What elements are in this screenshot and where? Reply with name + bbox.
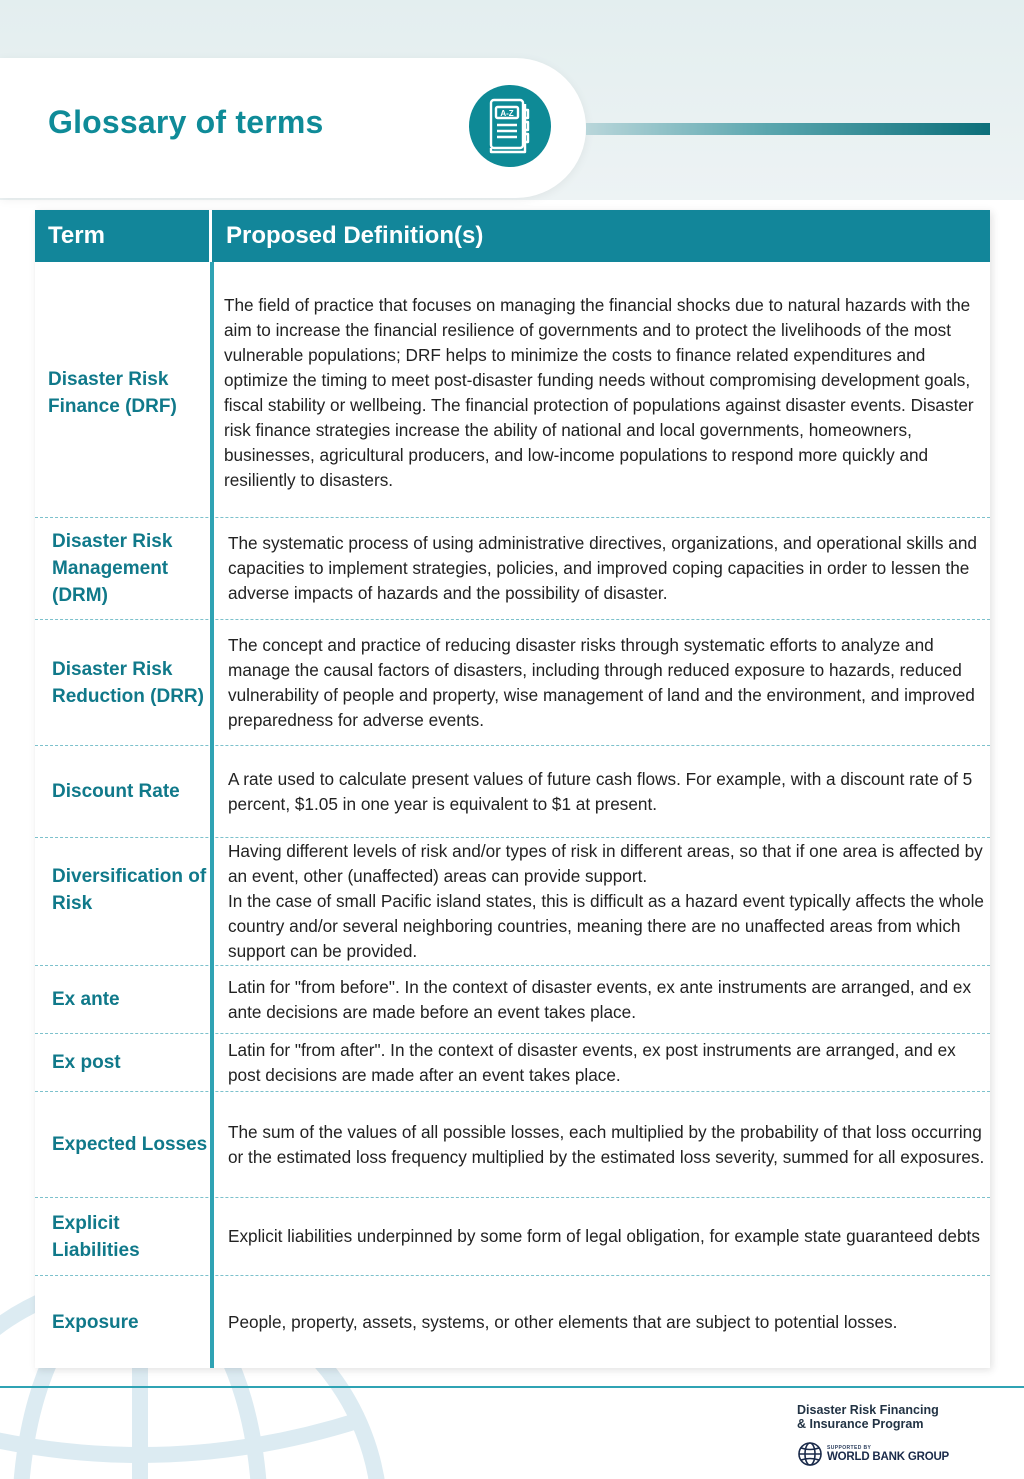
term-cell: Disaster Risk Reduction (DRR) [52,658,204,707]
definition-cell: A rate used to calculate present values of future cash flows. For example, with a discount rate of 5 percent, $1.05 in one year is equivalent to $1 at present. [228,768,973,814]
az-label: A-Z [500,108,514,118]
table-row [35,838,990,966]
table-body [35,262,990,1368]
table-header [35,210,990,262]
page-title: Glossary of terms [48,104,324,140]
column-header-definition: Proposed Definition(s) [226,222,484,249]
definition-cell: People, property, assets, systems, or other elements that are subject to potential losses. [228,1311,898,1332]
supported-by-label: SUPPORTED BY [827,1445,872,1451]
term-cell: Explicit Liabilities [52,1212,140,1261]
header-accent-bar [586,123,990,135]
term-cell: Exposure [52,1311,139,1333]
column-header-term: Term [35,210,212,262]
wbg-name: WORLD BANK GROUP [827,1451,950,1463]
wbg-logo [797,1441,977,1467]
book-badge [469,85,551,167]
term-cell: Disaster Risk Management (DRM) [52,531,173,606]
table-row [35,620,990,746]
globe-logo-icon [797,1441,823,1467]
table-row [35,966,990,1034]
definition-cell: The concept and practice of reducing disaster risks through systematic efforts to analyze and manage the causal factors of disasters, including through reduced exposure to hazards, reduced vulnerability of people and property, wise management of land and the environment, and improved preparedness for adverse events. [228,634,975,730]
term-cell: Ex post [52,1052,121,1073]
table-row [35,1276,990,1368]
term-cell: Disaster Risk Finance (DRF) [48,368,177,417]
table-row [35,1092,990,1198]
term-cell: Expected Losses [52,1134,208,1155]
glossary-table [35,210,990,1368]
table-row [35,1034,990,1092]
definition-cell: Explicit liabilities underpinned by some form of legal obligation, for example state guaranteed debts [228,1226,980,1246]
term-cell: Ex ante [52,989,120,1010]
table-row [35,746,990,838]
footer-divider [0,1386,1024,1388]
term-cell: Discount Rate [52,781,180,802]
column-divider [210,262,214,1368]
table-row [35,518,990,620]
definition-cell: The systematic process of using administrative directives, organizations, and operational skills and capacities to implement strategies, policies, and improved coping capacities in order to lessen the adverse impacts of hazards and the possibility of disaster. [228,533,977,603]
program-name: Disaster Risk Financing & Insurance Program [797,1403,939,1431]
az-book-icon [485,96,535,156]
table-row [35,1198,990,1276]
definition-cell: Latin for "from after". In the context of disaster events, ex post instruments are arranged, and ex post decisions are made after an event takes place. [228,1039,956,1085]
table-row [35,262,990,518]
definition-cell: The sum of the values of all possible losses, each multiplied by the probability of that loss occurring or the estimated loss frequency multiplied by the estimated loss severity, summed for all exposures. [228,1121,985,1167]
footer-logo [797,1403,977,1467]
term-cell: Diversification of Risk [52,865,207,914]
definition-cell: Having different levels of risk and/or types of risk in different areas, so that if one area is affected by an event, other (unaffected) areas can provide support. In the case of small Pacific island states, this is difficult as a hazard event typically affects the whole country and/or several neighboring countries, meaning there are no unaffected areas from which support can be provided. [228,841,984,961]
definition-cell: Latin for "from before". In the context of disaster events, ex ante instruments are arranged, and ex ante decisions are made before an event takes place. [228,976,972,1022]
definition-cell: The field of practice that focuses on managing the financial shocks due to natural hazards with the aim to increase the financial resilience of governments and to protect the livelihoods of the most vulnerable populations; DRF helps to minimize the costs to finance related expenditures and optimize the timing to meet post-disaster funding needs without compromising development goals, fiscal stability or wellbeing. The financial protection of populations against disaster events. Disaster risk finance strategies increase the ability of national and local governments, homeowners, businesses, agricultural producers, and low-income populations to respond more quickly and resiliently to disasters. [224,294,974,490]
